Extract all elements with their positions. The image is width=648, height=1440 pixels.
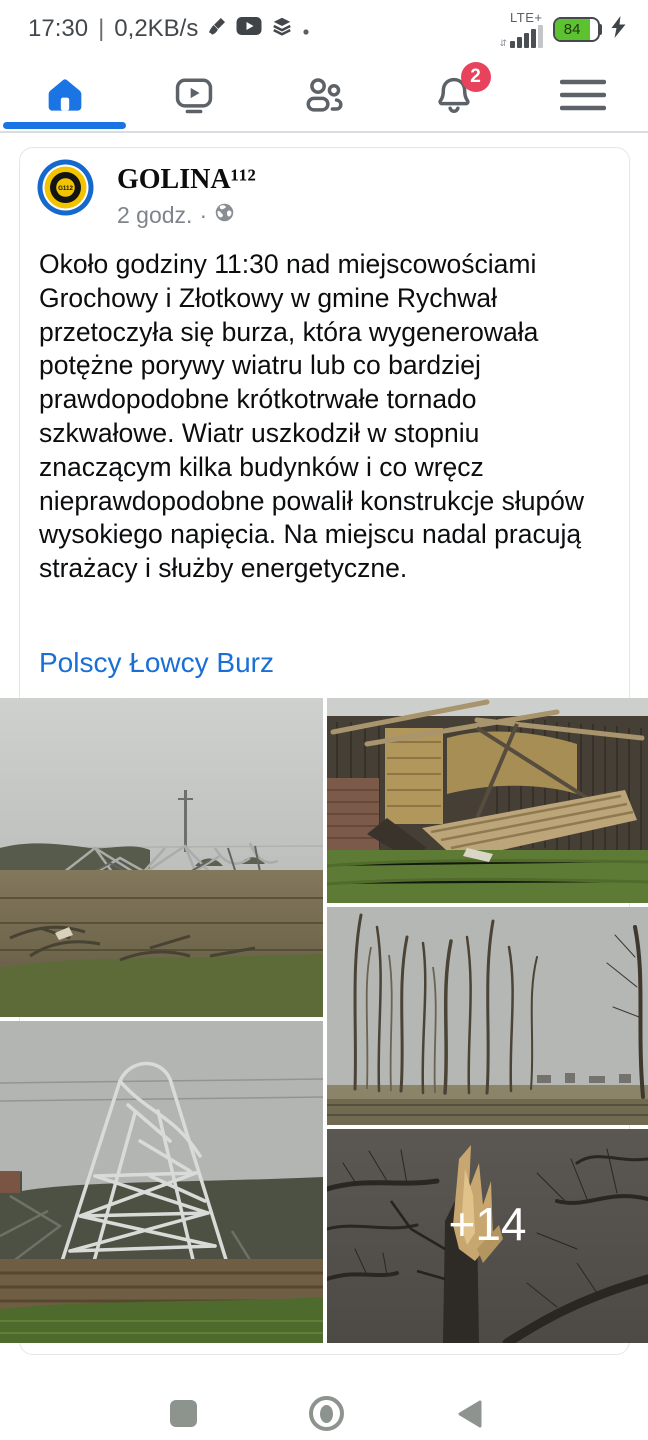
battery-percent: 84 — [563, 20, 581, 38]
post-time: 2 godz. — [117, 202, 193, 228]
menu-icon — [560, 77, 606, 113]
facebook-tab-bar — [0, 58, 648, 132]
notification-badge: 2 — [461, 62, 491, 92]
network-type-label: LTE+ — [510, 9, 543, 25]
photo-bent-pylon[interactable] — [0, 1021, 323, 1343]
people-icon — [302, 74, 346, 116]
globe-icon — [214, 202, 235, 229]
tab-bar-divider — [0, 131, 648, 133]
meta-dot: · — [199, 202, 208, 228]
tab-watch[interactable] — [130, 58, 260, 132]
tab-menu[interactable] — [518, 58, 648, 132]
status-right — [499, 0, 626, 58]
status-left — [28, 0, 310, 58]
avatar[interactable] — [37, 159, 94, 229]
video-icon — [172, 74, 216, 116]
post-page-link[interactable]: Polscy Łowcy Burz — [39, 647, 274, 678]
photo-snapped-trunk[interactable] — [327, 1129, 648, 1343]
back-icon[interactable] — [456, 1399, 482, 1434]
status-bar — [0, 0, 648, 58]
post-body-text: Około godziny 11:30 nad miejscowościami Grochowy i Złotkowy w gmine Rychwał przetoczyła się burza, która wygenerowała potężne porywy wiatru lub co bardziej prawdopodobne krótkotrwałe tornado szkwałowe. Wiatr uszkodził w stopniu znaczącym kilka budynków i co wręcz nieprawdopodobne powalił konstrukcje słupów wysokiego napięcia. Na miejscu nadal pracują strażacy i służby energetyczne. — [39, 249, 585, 584]
active-tab-underline — [3, 122, 126, 129]
clock: 17:30 — [28, 15, 89, 42]
tab-friends[interactable] — [259, 58, 389, 132]
data-arrows-icon: ⇵ — [499, 37, 507, 48]
post-meta — [117, 202, 256, 229]
more-photos-overlay[interactable]: +14 — [448, 1198, 527, 1250]
youtube-icon — [236, 15, 262, 43]
recents-icon[interactable] — [170, 1400, 197, 1427]
charging-bolt-icon — [610, 15, 626, 44]
dot-icon — [302, 15, 310, 43]
tab-notifications[interactable] — [389, 58, 519, 132]
signal-bars-icon — [499, 11, 542, 48]
photo-fallen-pylon-field[interactable] — [0, 698, 323, 1017]
home-icon — [45, 75, 85, 115]
layers-icon — [271, 15, 293, 44]
battery-icon — [553, 17, 603, 42]
android-nav-bar — [0, 1358, 648, 1440]
post-author[interactable]: GOLINA¹¹² — [117, 164, 256, 195]
post-header — [37, 159, 256, 229]
photo-bare-trees[interactable] — [327, 907, 648, 1125]
network-speed: 0,2KB/s — [114, 15, 199, 42]
avatar-text: G112 — [58, 185, 73, 192]
home-circle-icon[interactable] — [309, 1396, 344, 1431]
photo-grid — [0, 698, 648, 1343]
photo-destroyed-barn[interactable] — [327, 698, 648, 903]
brush-icon — [207, 15, 227, 43]
status-separator: | — [98, 15, 105, 42]
tab-home[interactable] — [0, 58, 130, 132]
